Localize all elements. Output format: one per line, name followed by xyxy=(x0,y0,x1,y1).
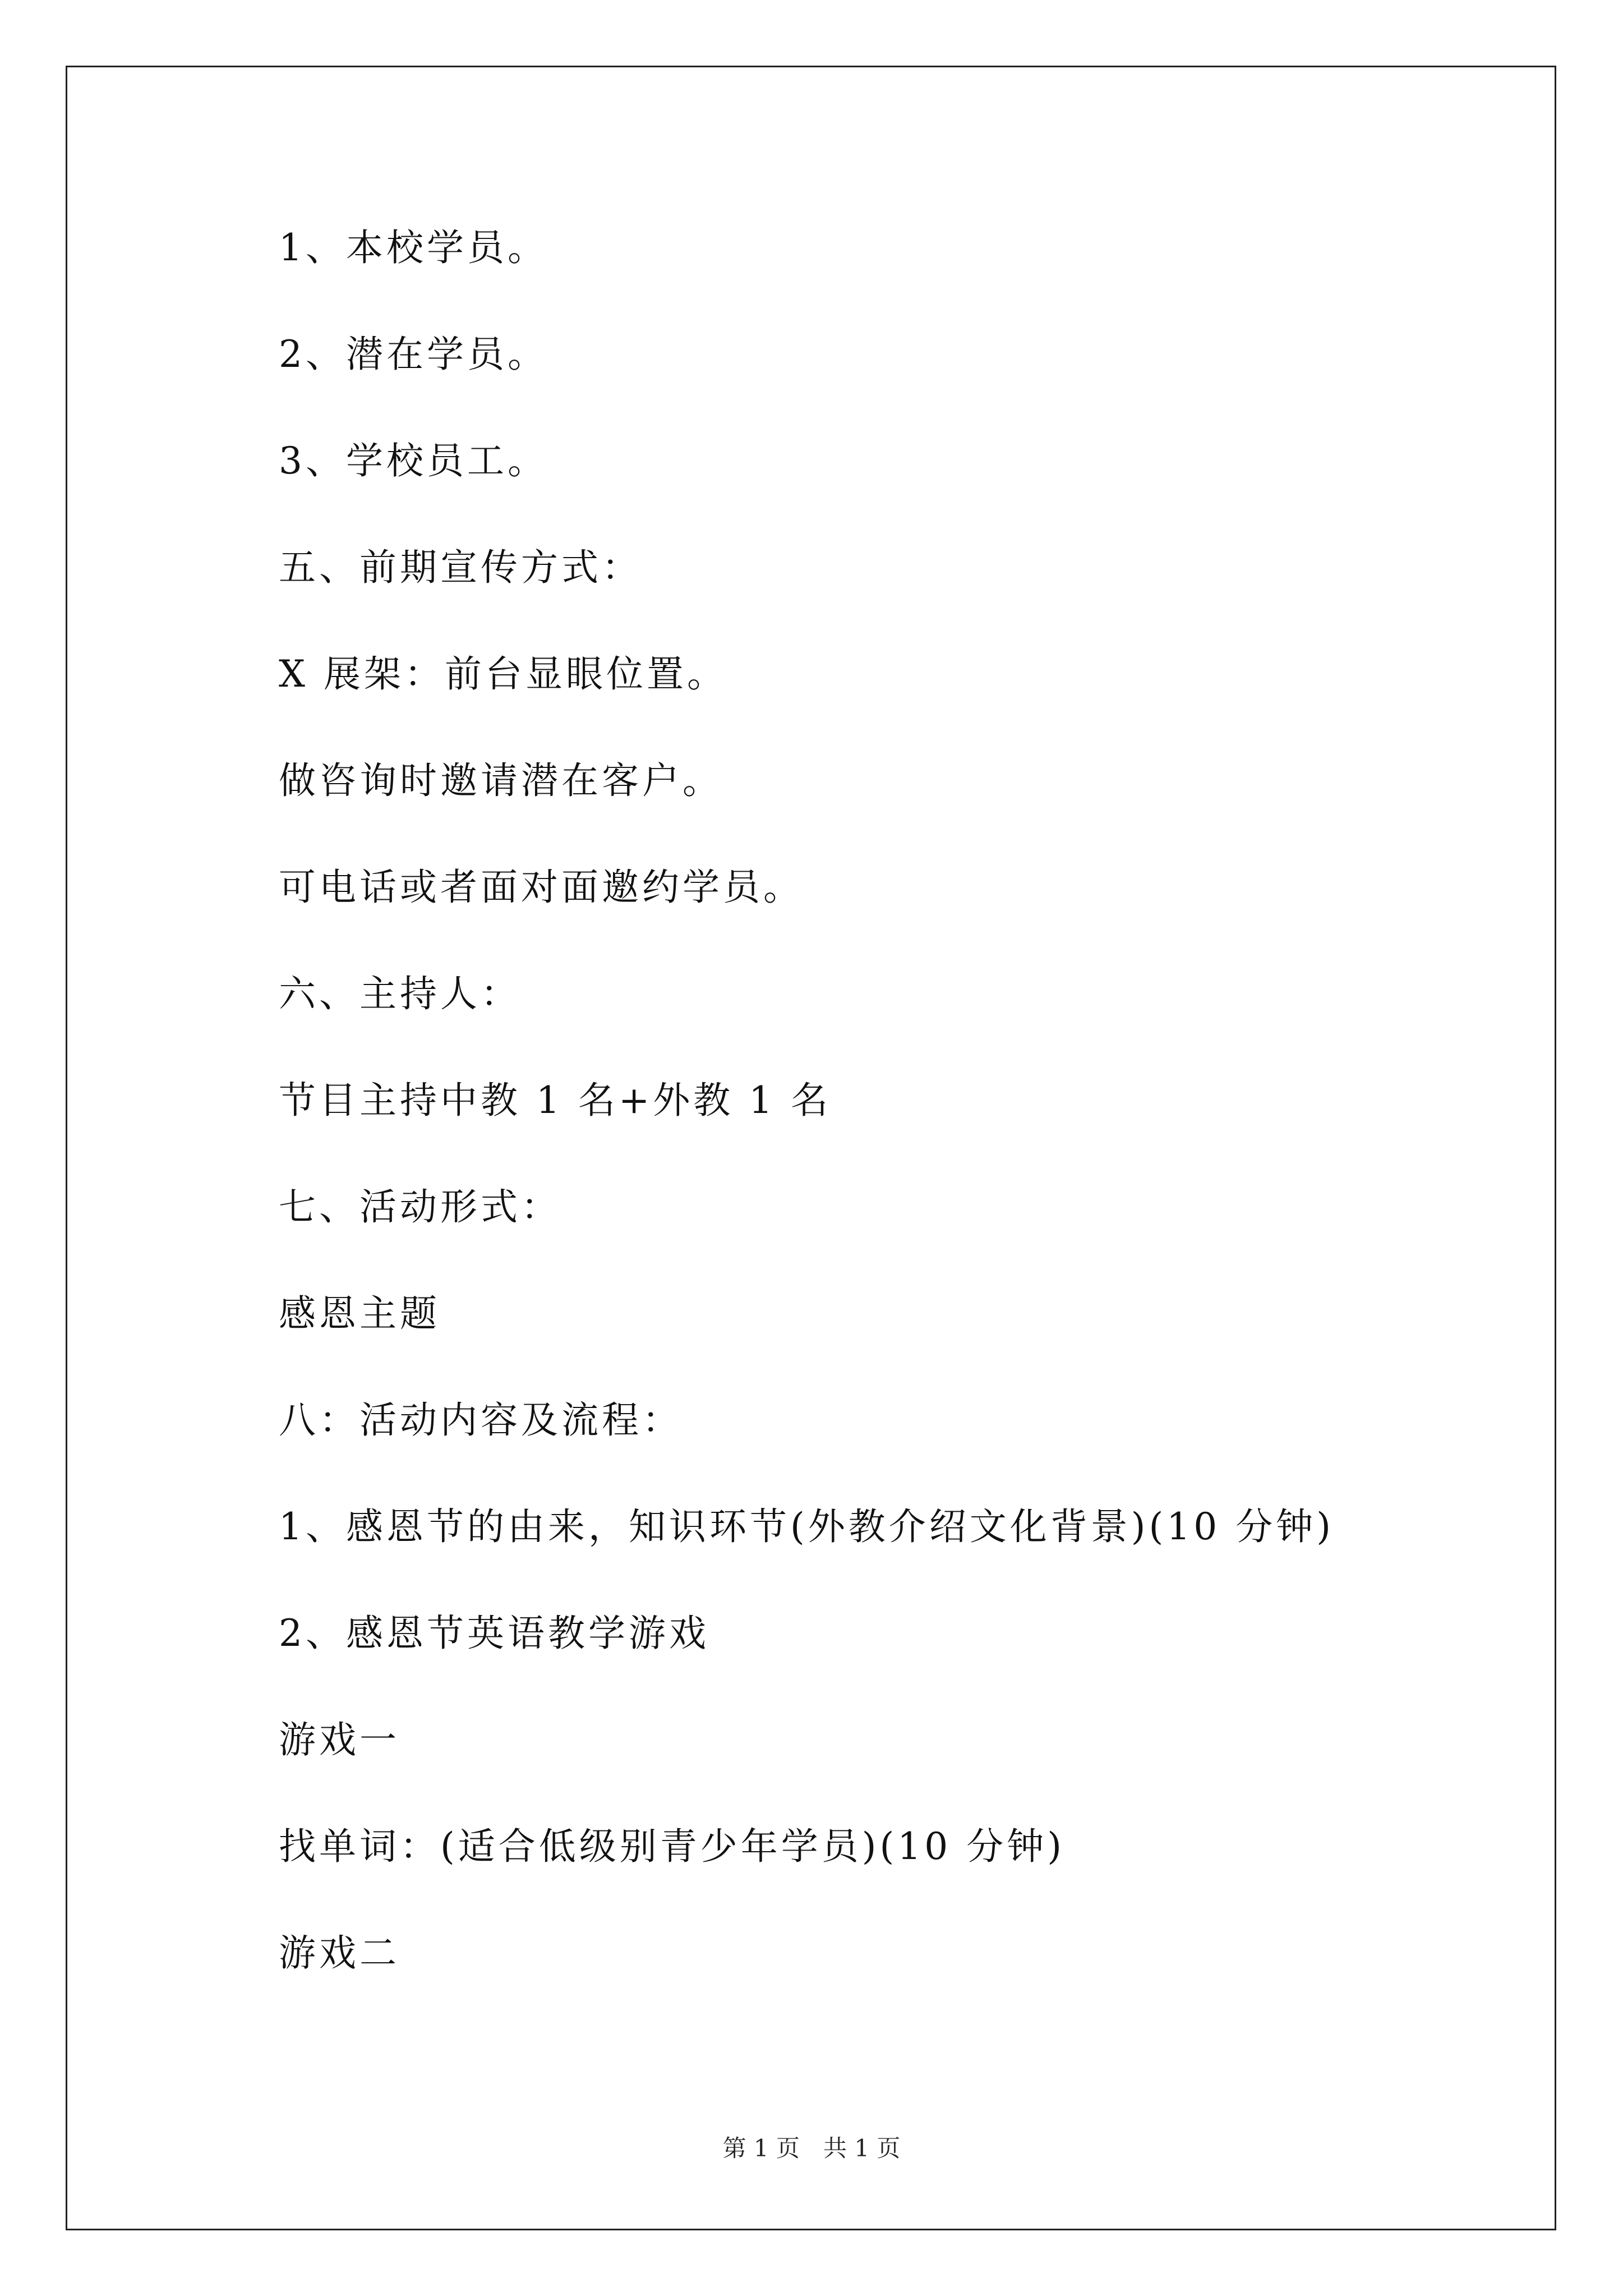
section-heading: 六、主持人： xyxy=(279,972,521,1015)
text-line: 感恩主题 xyxy=(279,1292,440,1335)
text-line: 1、感恩节的由来，知识环节(外教介绍文化背景)(10 分钟) xyxy=(279,1505,1334,1548)
section-heading: 七、活动形式： xyxy=(279,1185,561,1228)
text-line: X 展架：前台显眼位置。 xyxy=(279,652,727,696)
page-border xyxy=(66,66,1556,2230)
page-number-footer: 第 1 页 共 1 页 xyxy=(722,2134,901,2162)
text-line: 2、潜在学员。 xyxy=(279,333,548,376)
text-line: 节目主持中教 1 名+外教 1 名 xyxy=(279,1079,832,1122)
section-heading: 八：活动内容及流程： xyxy=(279,1398,683,1442)
text-line: 找单词：(适合低级别青少年学员)(10 分钟) xyxy=(279,1825,1065,1868)
text-line: 1、本校学员。 xyxy=(279,226,548,269)
text-line: 2、感恩节英语教学游戏 xyxy=(279,1612,709,1655)
text-line: 做咨询时邀请潜在客户。 xyxy=(279,759,723,802)
text-line: 3、学校员工。 xyxy=(279,439,548,482)
text-line: 游戏一 xyxy=(279,1718,400,1761)
text-line: 可电话或者面对面邀约学员。 xyxy=(279,866,804,909)
text-line: 游戏二 xyxy=(279,1931,400,1975)
section-heading: 五、前期宣传方式： xyxy=(279,546,642,589)
